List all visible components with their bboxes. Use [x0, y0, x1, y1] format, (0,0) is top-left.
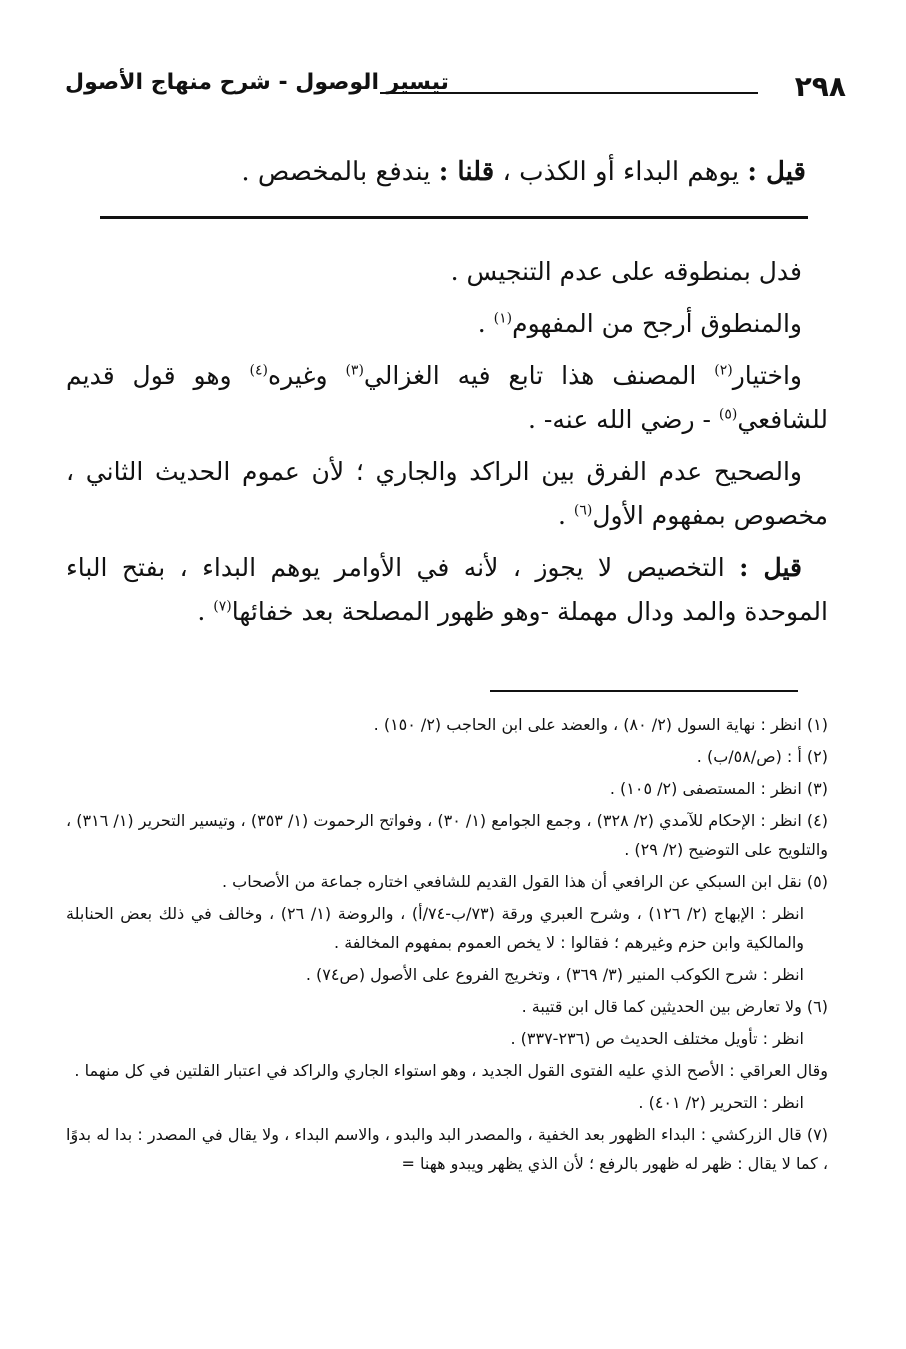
matn-text-2: يندفع بالمخصص . [241, 157, 439, 187]
footnote-4: (٤) انظر : الإحكام للآمدي (٢/ ٣٢٨) ، وجمع الجوامع (١/ ٣٠) ، وفواتح الرحموت (١/ ٣٥٣) ، وتيسير التحرير (١/ ٣١٦) ، والتلويح على التوضيح (٢/ ٢٩) . [66, 811, 828, 859]
footnote-5-cont-1: انظر : الإبهاج (٢/ ١٢٦) ، وشرح العبري ورقة (٧٣/ب-٧٤/أ) ، والروضة (١/ ٢٦) ، وخالف في ذلك بعض الحنابلة والمالكية وابن حزم وغيرهم ؛ فقالوا : لا يخص العموم بمفهوم المخالفة . [66, 904, 805, 952]
paragraph-3-text-c: وغيره [267, 361, 346, 390]
footnote-ref-3: (٣) [345, 362, 364, 379]
paragraph-5-end: . [197, 597, 214, 626]
paragraph-1: فدل بمنطوقه على عدم التنجيس . [450, 257, 802, 286]
matn-rule [100, 216, 808, 219]
paragraph-3-text-a: واختيار [732, 361, 802, 390]
footnote-7: (٧) قال الزركشي : البداء الظهور بعد الخفية ، والمصدر البد والبدو ، والاسم البداء ، ولا يقال في المصدر : بدا له بدوًا ، كما لا يقال : ظهر له ظهور بالرفع ؛ لأن الذي يظهر ويبدو ههنا = [66, 1125, 828, 1173]
footnote-2: (٢) أ : (ص/٥٨/ب) . [696, 747, 828, 766]
qil-keyword: قيل : [747, 157, 806, 187]
paragraph-2-end: . [477, 309, 494, 338]
paragraph-2 [66, 302, 828, 346]
paragraph-2-text: والمنطوق أرجح من المفهوم [512, 309, 802, 338]
footnote-3: (٣) انظر : المستصفى (٢/ ١٠٥) . [609, 779, 828, 798]
footnote-6-cont-3: انظر : التحرير (٢/ ٤٠١) . [638, 1093, 804, 1112]
footnote-5-cont-2: انظر : شرح الكوكب المنير (٣/ ٣٦٩) ، وتخريج الفروع على الأصول (ص٧٤) . [305, 965, 804, 984]
paragraph-5-text: التخصيص لا يجوز ، لأنه في الأوامر يوهم البداء ، بفتح الباء الموحدة والمد ودال مهملة -وهو ظهور المصلحة بعد خفائها [66, 553, 828, 626]
footnote-6: (٦) ولا تعارض بين الحديثين كما قال ابن قتيبة . [521, 997, 828, 1016]
footnote-5: (٥) نقل ابن السبكي عن الرافعي أن هذا القول القديم للشافعي اختاره جماعة من الأصحاب . [222, 872, 828, 891]
page-number: ٢٩٨ [794, 70, 846, 103]
paragraph-4-end: . [557, 501, 574, 530]
footnote-ref-6: (٦) [573, 502, 593, 519]
paragraph-4-text: والصحيح عدم الفرق بين الراكد والجاري ؛ لأن عموم الحديث الثاني ، مخصوص بمفهوم الأول [66, 457, 828, 530]
paragraph-5 [66, 546, 828, 634]
running-title: تيسير الوصول - شرح منهاج الأصول [65, 70, 449, 95]
footnote-ref-5: (٥) [718, 406, 738, 423]
paragraph-3-text-d: وهو قول قديم للشافعي [66, 361, 828, 434]
footnote-ref-2: (٢) [714, 362, 733, 379]
footnote-ref-4: (٤) [249, 362, 268, 379]
footnote-1: (١) انظر : نهاية السول (٢/ ٨٠) ، والعضد على ابن الحاجب (٢/ ١٥٠) . [373, 715, 828, 734]
footnote-6-cont-2: وقال العراقي : الأصح الذي عليه الفتوى القول الجديد ، وهو استواء الجاري والراكد في اعتبار القلتين في كل منهما . [74, 1061, 828, 1080]
footnotes [66, 710, 828, 1181]
matn-text-1: يوهم البداء أو الكذب ، [494, 157, 748, 187]
footnote-ref-1: (١) [493, 310, 513, 327]
commentary-body [66, 250, 828, 642]
paragraph-3-text-e: - رضي الله عنه- . [528, 405, 719, 434]
paragraph-4 [66, 450, 828, 538]
qulna-keyword: قلنا : [438, 157, 495, 187]
footnote-6-cont-1: انظر : تأويل مختلف الحديث ص (٢٣٦-٣٣٧) . [510, 1029, 804, 1048]
footnote-ref-7: (٧) [213, 598, 232, 615]
matn-line [180, 150, 806, 194]
qil-keyword-2: قيل : [739, 553, 802, 582]
paragraph-3 [66, 354, 828, 442]
paragraph-3-text-b: المصنف هذا تابع فيه الغزالي [363, 361, 715, 390]
footnote-separator [490, 690, 798, 692]
